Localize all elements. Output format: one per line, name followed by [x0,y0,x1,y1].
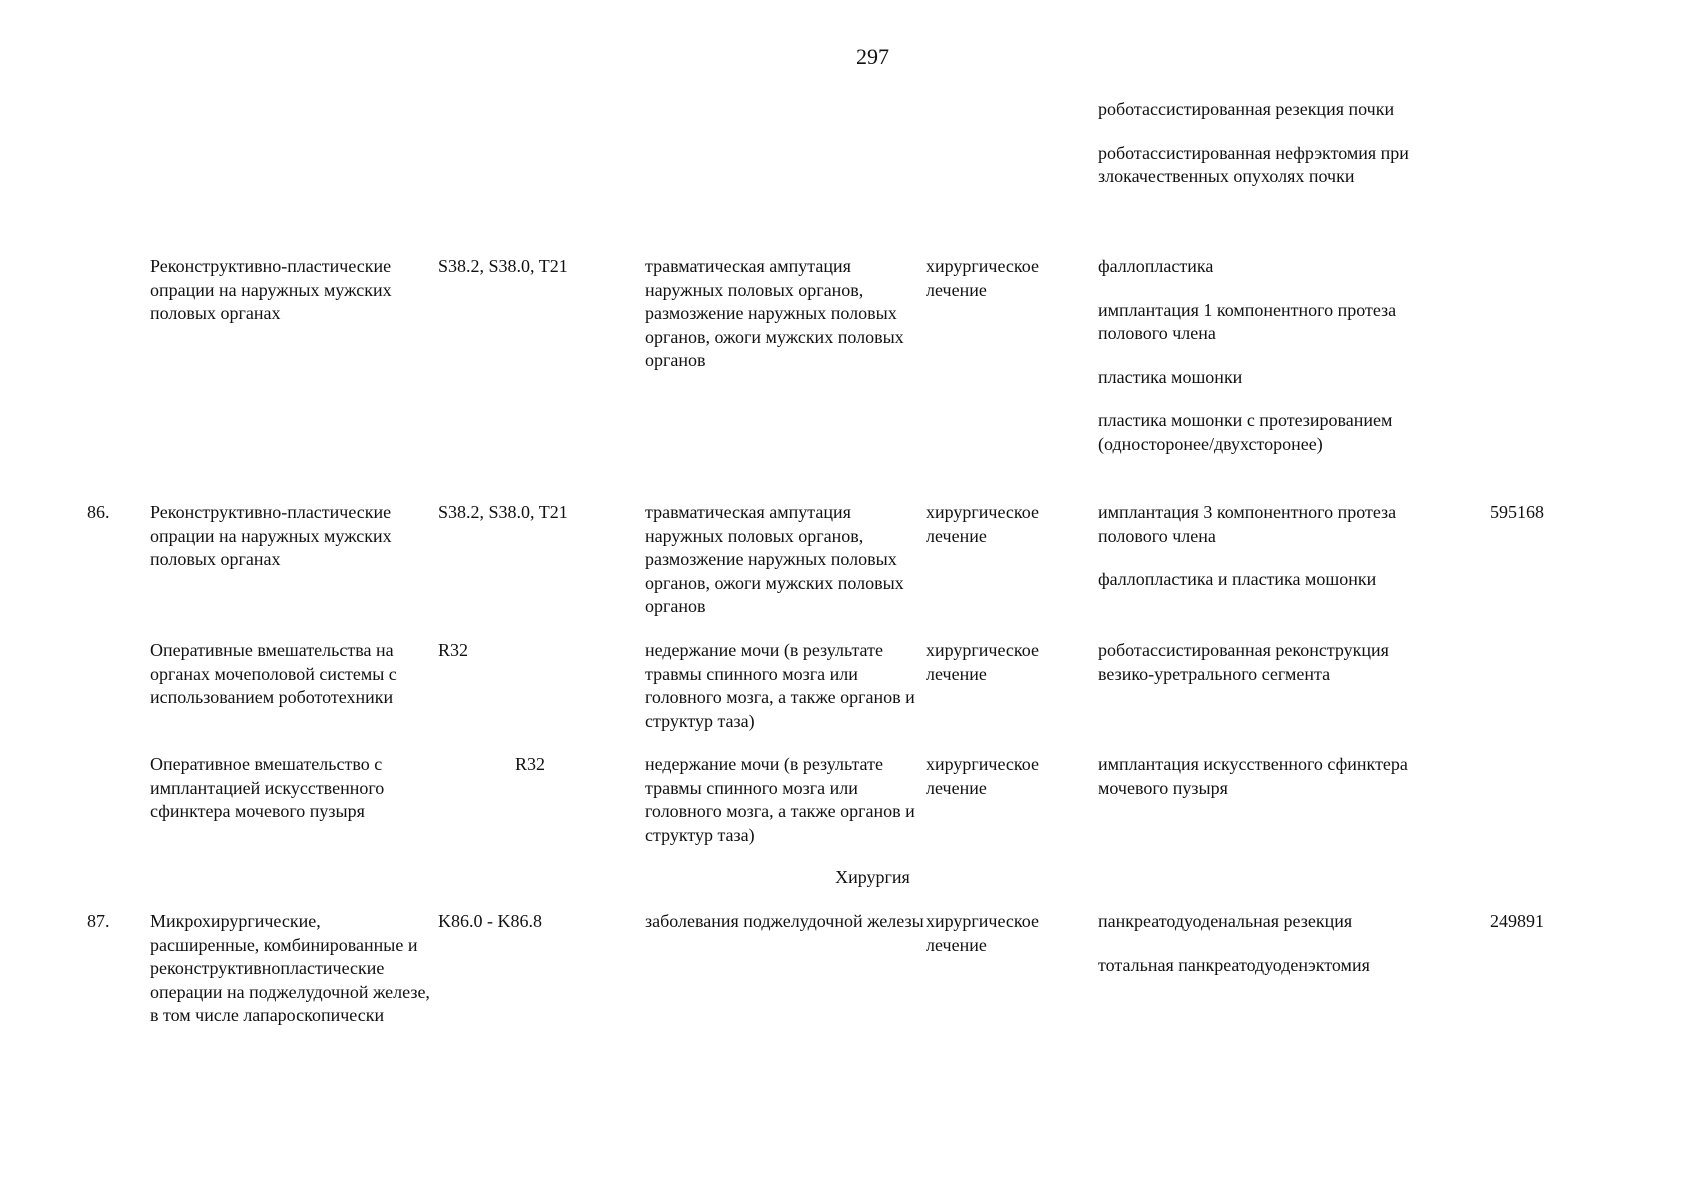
icd-codes: R32 [514,754,545,774]
funding-norm: 595168 [1490,502,1544,522]
row-number: 87. [87,911,110,931]
page-number: 297 [856,44,889,69]
icd-codes: S38.2, S38.0, T21 [438,256,568,276]
treatment-type: хирургическое лечение [926,502,1039,546]
method-item: имплантация 1 компонентного протеза полового члена [1098,299,1397,343]
icd-codes: R32 [438,640,469,660]
methods-cell [1098,98,1418,189]
disease-description: травматическая ампутация наружных половых органов, размозжение наружных половых органов, ожоги мужских половых органов [645,502,904,616]
method-item: роботассистированная нефрэктомия при злокачественных опухолях почки [1098,142,1409,186]
intervention-name: Микрохирургические, расширенные, комбинированные и реконструктивнопластические операции на поджелудочной железе, в том числе лапароскопически [150,911,430,1025]
method-item: имплантация искусственного сфинктера мочевого пузыря [1098,754,1408,798]
treatment-type: хирургическое лечение [926,256,1039,300]
intervention-name: Реконструктивно-пластические опрации на наружных мужских половых органах [150,256,392,323]
disease-description: травматическая ампутация наружных половых органов, размозжение наружных половых органов, ожоги мужских половых органов [645,256,904,370]
method-item: роботассистированная резекция почки [1098,99,1395,119]
method-item: фаллопластика [1098,256,1214,276]
disease-description: заболевания поджелудочной железы [645,911,924,931]
method-item: тотальная панкреатодуоденэктомия [1098,954,1370,975]
methods-cell [1098,910,1418,977]
method-item: роботассистированная реконструкция везико-уретрального сегмента [1098,640,1389,684]
methods-cell [1098,753,1418,800]
method-item: пластика мошонки [1098,366,1243,387]
row-number: 86. [87,502,110,522]
section-heading: Хирургия [835,867,910,887]
method-item: имплантация 3 компонентного протеза полового члена [1098,502,1397,546]
methods-cell [1098,639,1418,686]
intervention-name: Реконструктивно-пластические опрации на наружных мужских половых органах [150,502,392,569]
intervention-name: Оперативное вмешательство с имплантацией искусственного сфинктера мочевого пузыря [150,754,385,821]
funding-norm: 249891 [1490,911,1544,931]
icd-codes: K86.0 - K86.8 [438,911,542,931]
treatment-type: хирургическое лечение [926,640,1039,684]
icd-codes: S38.2, S38.0, T21 [438,502,568,522]
method-item: фаллопластика и пластика мошонки [1098,569,1377,589]
disease-description: недержание мочи (в результате травмы спинного мозга или головного мозга, а также органов и структур таза) [645,754,915,845]
intervention-name: Оперативные вмешательства на органах мочеполовой системы с использованием робототехники [150,640,397,707]
disease-description: недержание мочи (в результате травмы спинного мозга или головного мозга, а также органов и структур таза) [645,640,915,731]
methods-cell [1098,255,1418,456]
treatment-type: хирургическое лечение [926,911,1039,955]
method-item: панкреатодуоденальная резекция [1098,911,1353,931]
method-item: пластика мошонки с протезированием (односторонее/двухсторонее) [1098,410,1393,454]
methods-cell [1098,501,1418,592]
treatment-type: хирургическое лечение [926,754,1039,798]
